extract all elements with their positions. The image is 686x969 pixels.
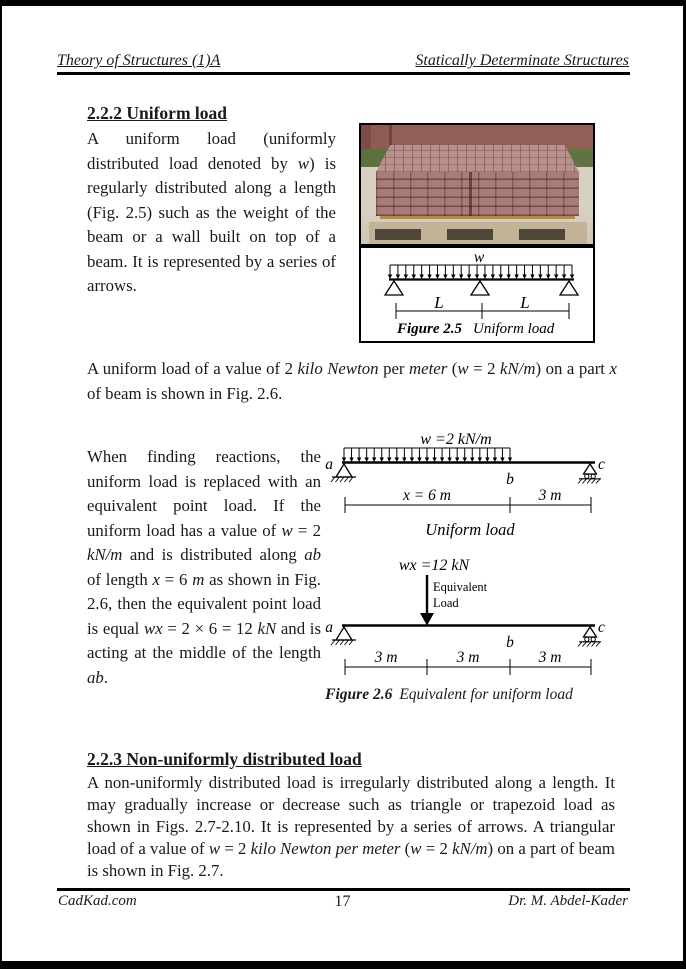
bottom-node-b: b <box>506 634 514 651</box>
uniform-load-diagram <box>361 248 593 341</box>
bottom-dim-2: 3 m <box>456 649 480 666</box>
footer-rule <box>57 888 630 891</box>
paragraph-equivalent-load: When finding reactions, the uniform load is replaced with an equivalent point load. If the uniform load has a value of w = 2 kN/m and is distributed along ab of length x = 6 m as shown in Fig. 2.6, then the equivalent point load is equal wx = 2 × 6 = 12 kN and is acting at the middle of the length ab. <box>87 447 322 687</box>
wooden-pallet <box>369 222 587 244</box>
beam-diagram-2-5 <box>359 246 595 343</box>
top-distributed-arrows <box>342 448 512 462</box>
span-label-L1: L <box>434 293 444 312</box>
section-heading-2-2-3: 2.2.3 Non-uniformly distributed load <box>87 749 362 769</box>
top-node-c: c <box>598 456 605 473</box>
paragraph-non-uniform-load: A non-uniformly distributed load is irregularly distributed along a length. It may gradually increase or decrease such as triangle or trapezoid load as shown in Figs. 2.7-2.10. It is represented by a series of arrows. A triangular load of a value of w = 2 kilo Newton per meter (w = 2 kN/m) on a part of beam is shown in Fig. 2.7. <box>87 773 615 880</box>
bottom-dim-3: 3 m <box>538 649 562 666</box>
point-load-arrow-head <box>420 613 434 626</box>
bottom-pin-support <box>331 627 356 645</box>
top-dim-ab: x = 6 m <box>403 487 451 504</box>
figure-2-6-caption <box>299 686 599 704</box>
figure-2-6-caption-number: Figure 2.6 <box>325 686 393 703</box>
figure-2-6-caption-text: Equivalent for uniform load <box>399 686 573 703</box>
load-label-w: w <box>473 249 485 266</box>
footer-author: Dr. M. Abdel-Kader <box>508 893 628 909</box>
bricks-photo <box>359 123 595 246</box>
top-dim-bc: 3 m <box>538 487 562 504</box>
paragraph-uniform-load-value: A uniform load of a value of 2 kilo Newton per meter (w = 2 kN/m) on a part x of beam is shown in Fig. 2.6. <box>87 359 617 403</box>
section-heading-2-2-2: 2.2.2 Uniform load <box>87 103 227 123</box>
figure-2-5-caption-number: Figure 2.5 <box>397 321 463 337</box>
span-label-L2: L <box>520 293 530 312</box>
header-title-left: Theory of Structures (1)A <box>57 52 221 69</box>
dimension-line <box>396 303 569 319</box>
equivalent-note-line1: Equivalent <box>433 580 488 594</box>
top-pin-support <box>331 464 356 482</box>
equivalent-note-line2: Load <box>433 596 459 610</box>
support-triangle-right <box>560 281 578 295</box>
figure-2-5-caption-text: Uniform load <box>473 321 555 337</box>
top-node-b: b <box>506 471 514 488</box>
bottom-dim-1: 3 m <box>374 649 398 666</box>
bottom-node-a: a <box>325 619 333 636</box>
paragraph-uniform-load-intro: A uniform load (uniformly distributed load denoted by w) is regularly distributed along a length (Fig. 2.5) such as the weight of the beam or a wall built on top of a beam. It is represented by a series of arrows. <box>87 129 336 295</box>
figure-2-6-diagrams <box>317 423 652 685</box>
footer-page-number: 17 <box>334 893 351 910</box>
brick-pile <box>376 145 579 222</box>
footer-site: CadKad.com <box>58 893 137 909</box>
figure-2-5 <box>359 123 595 343</box>
top-node-a: a <box>325 456 333 473</box>
header-rule <box>57 72 630 75</box>
header-title-right: Statically Determinate Structures <box>415 52 629 69</box>
support-triangle-middle <box>471 281 489 295</box>
top-load-label: w =2 kN/m <box>420 431 492 448</box>
bottom-node-c: c <box>598 619 605 636</box>
support-triangle-left <box>385 281 403 295</box>
top-diagram-title: Uniform load <box>425 520 515 539</box>
bottom-load-label: wx =12 kN <box>398 557 470 574</box>
distributed-load-arrows <box>388 265 574 279</box>
